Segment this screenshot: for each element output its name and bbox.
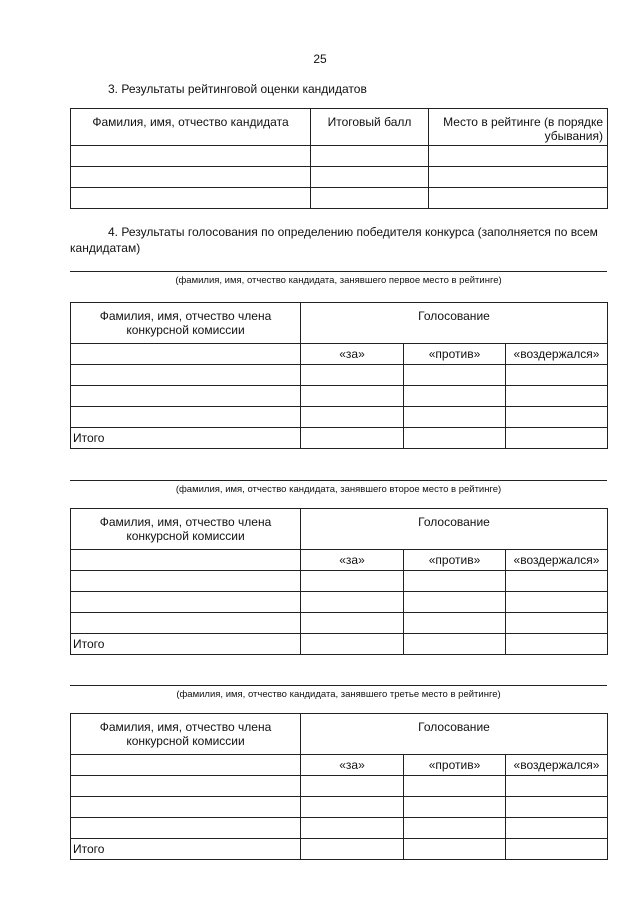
table-cell[interactable] (404, 776, 506, 797)
table-cell (71, 550, 301, 571)
voting-table-3 (70, 713, 608, 860)
rating-header-row (71, 109, 608, 146)
header-member-name: Фамилия, имя, отчество члена конкурсной комиссии (71, 303, 301, 344)
table-cell[interactable] (71, 365, 301, 386)
table-cell[interactable] (506, 386, 608, 407)
table-cell[interactable] (71, 188, 311, 209)
header-total-score: Итоговый балл (311, 109, 429, 146)
header-against: «против» (404, 344, 506, 365)
header-abstain: «воздержался» (506, 755, 608, 776)
table-cell[interactable] (71, 592, 301, 613)
table-cell[interactable] (71, 776, 301, 797)
total-row (71, 839, 608, 860)
table-cell[interactable] (301, 839, 404, 860)
table-cell[interactable] (404, 613, 506, 634)
table-row (71, 407, 608, 428)
header-against: «против» (404, 550, 506, 571)
table-cell[interactable] (301, 365, 404, 386)
table-row (71, 188, 608, 209)
table-cell[interactable] (71, 613, 301, 634)
candidate-name-line-1[interactable] (70, 271, 607, 272)
table-cell[interactable] (506, 592, 608, 613)
total-label: Итого (71, 634, 301, 655)
table-cell[interactable] (506, 613, 608, 634)
table-cell[interactable] (506, 818, 608, 839)
table-cell[interactable] (301, 592, 404, 613)
candidate-caption-1: (фамилия, имя, отчество кандидата, занявшего первое место в рейтинге) (175, 275, 502, 286)
table-row (71, 797, 608, 818)
table-row (71, 167, 608, 188)
table-cell[interactable] (404, 634, 506, 655)
section-3-title: 3. Результаты рейтинговой оценки кандидатов (108, 82, 367, 96)
table-cell[interactable] (506, 776, 608, 797)
rating-table (70, 108, 608, 209)
table-cell[interactable] (301, 797, 404, 818)
candidate-name-line-3[interactable] (70, 685, 607, 686)
header-rating-place: Место в рейтинге (в порядке убывания) (429, 109, 608, 146)
total-row (71, 634, 608, 655)
table-cell[interactable] (429, 188, 608, 209)
table-cell[interactable] (311, 167, 429, 188)
table-cell[interactable] (301, 407, 404, 428)
table-cell[interactable] (71, 407, 301, 428)
table-row (71, 776, 608, 797)
table-row (71, 592, 608, 613)
total-label: Итого (71, 839, 301, 860)
table-cell[interactable] (506, 365, 608, 386)
voting-table-2 (70, 508, 608, 655)
table-cell[interactable] (506, 428, 608, 449)
table-cell[interactable] (301, 634, 404, 655)
table-cell[interactable] (404, 592, 506, 613)
candidate-caption-3: (фамилия, имя, отчество кандидата, занявшего третье место в рейтинге) (176, 689, 501, 700)
total-row (71, 428, 608, 449)
table-cell[interactable] (404, 797, 506, 818)
table-row (71, 613, 608, 634)
table-cell[interactable] (404, 365, 506, 386)
table-cell[interactable] (301, 571, 404, 592)
table-row (71, 571, 608, 592)
table-cell[interactable] (71, 167, 311, 188)
header-abstain: «воздержался» (506, 344, 608, 365)
voting-table-1 (70, 302, 608, 449)
table-cell[interactable] (506, 571, 608, 592)
table-cell[interactable] (506, 407, 608, 428)
table-cell[interactable] (301, 428, 404, 449)
header-voting: Голосование (301, 303, 608, 344)
table-cell[interactable] (404, 428, 506, 449)
table-cell[interactable] (71, 818, 301, 839)
header-for: «за» (301, 550, 404, 571)
table-cell[interactable] (71, 386, 301, 407)
table-row (71, 365, 608, 386)
header-for: «за» (301, 344, 404, 365)
table-cell[interactable] (301, 386, 404, 407)
table-cell[interactable] (311, 188, 429, 209)
page-number: 25 (313, 52, 327, 66)
header-candidate-name: Фамилия, имя, отчество кандидата (71, 109, 311, 146)
candidate-caption-2: (фамилия, имя, отчество кандидата, занявшего второе место в рейтинге) (175, 484, 502, 495)
header-voting: Голосование (301, 509, 608, 550)
header-voting: Голосование (301, 714, 608, 755)
table-row (71, 146, 608, 167)
table-cell[interactable] (311, 146, 429, 167)
table-cell[interactable] (71, 571, 301, 592)
table-cell[interactable] (404, 818, 506, 839)
table-cell[interactable] (404, 571, 506, 592)
table-row (71, 818, 608, 839)
table-cell[interactable] (506, 839, 608, 860)
candidate-name-line-2[interactable] (70, 480, 607, 481)
total-label: Итого (71, 428, 301, 449)
table-cell[interactable] (71, 797, 301, 818)
table-cell[interactable] (506, 797, 608, 818)
table-cell[interactable] (404, 839, 506, 860)
table-cell[interactable] (71, 146, 311, 167)
header-for: «за» (301, 755, 404, 776)
table-cell[interactable] (404, 386, 506, 407)
table-cell[interactable] (429, 146, 608, 167)
header-member-name: Фамилия, имя, отчество члена конкурсной комиссии (71, 714, 301, 755)
table-cell[interactable] (506, 634, 608, 655)
table-cell[interactable] (301, 613, 404, 634)
table-cell[interactable] (404, 407, 506, 428)
table-cell (71, 755, 301, 776)
table-cell[interactable] (301, 776, 404, 797)
header-abstain: «воздержался» (506, 550, 608, 571)
table-cell[interactable] (429, 167, 608, 188)
header-against: «против» (404, 755, 506, 776)
section-4-title: 4. Результаты голосования по определению победителя конкурса (заполняется по всем кандидатам) (70, 225, 598, 255)
table-row (71, 386, 608, 407)
header-member-name: Фамилия, имя, отчество члена конкурсной комиссии (71, 509, 301, 550)
table-cell[interactable] (301, 818, 404, 839)
table-cell (71, 344, 301, 365)
